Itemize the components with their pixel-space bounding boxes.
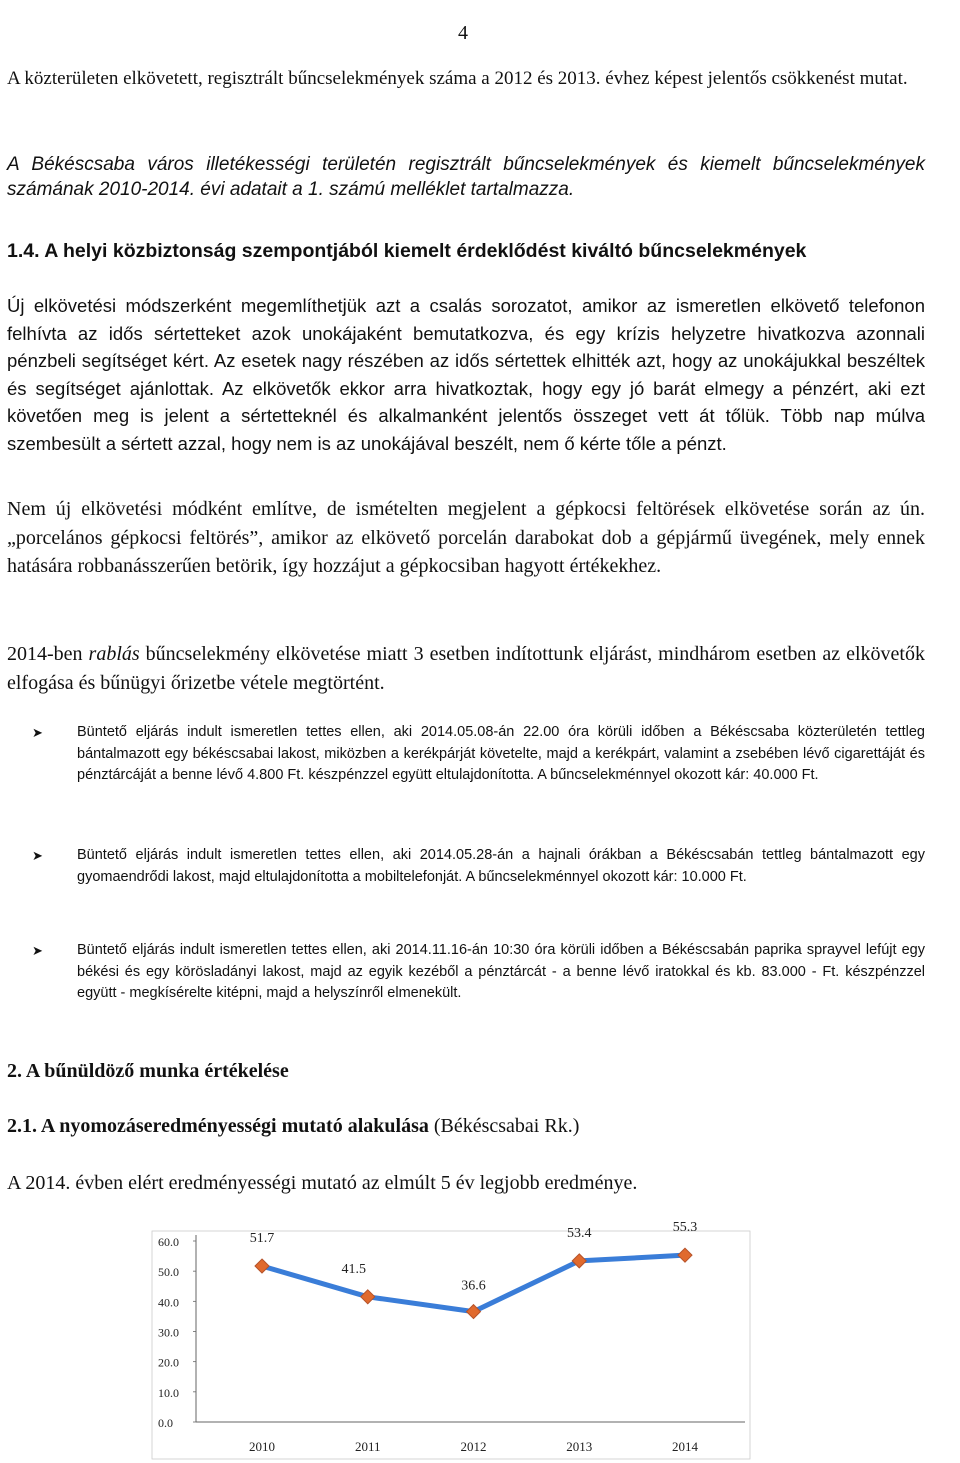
list-item-text: Büntető eljárás indult ismeretlen tettes ellen, aki 2014.05.08-án 22.00 óra körüli időben a Békéscsaba közterületén tettleg bántalmazott egy békéscsabai lakost, miközben a kerékpárját követelte, majd a kerékpárt, valamint a zsebében lévő cigarettáját és pénztárcáját a benne lévő 4.800 Ft. készpénzzel együtt eltulajdonította. A bűncselekménnyel okozott kár: 40.000 Ft. [77, 724, 925, 783]
y-tick-label: 20.0 [158, 1355, 179, 1370]
data-label: 36.6 [461, 1278, 486, 1294]
y-tick-label: 10.0 [158, 1385, 179, 1400]
section-2-conclusion: A 2014. évben elért eredményességi mutató az elmúlt 5 év legjobb eredménye. [7, 1172, 638, 1194]
data-label: 41.5 [341, 1261, 366, 1277]
chart-frame [152, 1231, 750, 1459]
arrowhead-bullet-icon: ➤ [32, 725, 43, 740]
paragraph-3-lead: 2014-ben [7, 643, 89, 665]
section-2-1-heading-bold: 2.1. A nyomozáseredményességi mutató alakulása [7, 1115, 429, 1137]
section-1-4-paragraph-1: Új elkövetési módszerként megemlíthetjük azt a csalás sorozatot, amikor az ismeretlen elkövető telefonon felhívta az idős sértetteket azok unokájaként bemutatkozva, és egy krízis helyzetre hivatkozva azonnali pénzbeli segítséget kért. Az esetek nagy részében az idős sértettek elhitték azt, hogy az unokájukkal beszéltek és segítséget ajánlottak. Az elkövetők ekkor arra hivatkoztak, hogy egy jó barát elmegy a pénzért, aki ezt követően meg is jelent a sértetteknél és alkalmanként jelentős összeget vett át tőlük. Több nap múlva szembesült a sértett azzal, hogy nem is az unokájával beszélt, nem ő kérte tőle a pénzt. [7, 295, 925, 454]
data-point-marker [678, 1248, 692, 1262]
page-number: 4 [458, 22, 468, 44]
arrowhead-bullet-icon: ➤ [32, 943, 43, 958]
list-item-text: Büntető eljárás indult ismeretlen tettes ellen, aki 2014.11.16-án 10:30 óra körüli időben a Békéscsabán paprika sprayvel lefújt egy békési és egy körösladányi lakost, majd az egyik kezéből a pénztárcát - a benne lévő iratokkal és kb. 83.000 - Ft. készpénzzel együtt - megkísérelte kitépni, majd a helyszínről elmenekült. [77, 942, 925, 1001]
y-tick-label: 60.0 [158, 1235, 179, 1249]
list-item [32, 722, 925, 787]
list-item [32, 845, 925, 888]
x-tick-label: 2010 [249, 1439, 275, 1454]
x-tick-label: 2011 [354, 1439, 381, 1454]
x-tick-label: 2012 [460, 1439, 487, 1454]
results-line-chart [0, 1220, 960, 1463]
y-tick-label: 50.0 [158, 1265, 179, 1280]
intro-paragraph: A közterületen elkövetett, regisztrált bűncselekmények száma a 2012 és 2013. évhez képest jelentős csökkenést mutat. [7, 68, 908, 89]
data-point-marker [255, 1259, 269, 1273]
arrowhead-bullet-icon: ➤ [32, 848, 43, 863]
y-tick-label: 0.0 [158, 1416, 173, 1430]
section-2-1-heading [7, 1113, 925, 1139]
section-1-4-paragraph-2: Nem új elkövetési módként említve, de ismételten megjelent a gépkocsi feltörések elkövetése során az ún. „porcelános gépkocsi feltörés”, amikor az elkövető porcelán darabokat dob a gépjármű üvegének, mely ennek hatására robbanásszerűen betörik, így hozzájut a gépkocsiban hagyott értékekhez. [7, 498, 925, 577]
paragraph-3-rest: bűncselekmény elkövetése miatt 3 esetben indítottunk eljárást, mindhárom esetben az elkövetők elfogása és bűnügyi őrizetbe vétele megtörtént. [7, 643, 925, 694]
section-1-4-heading: 1.4. A helyi közbiztonság szempontjából kiemelt érdeklődést kiváltó bűncselekmények [7, 240, 807, 262]
paragraph-3-italic-term: rablás [88, 643, 140, 665]
data-label: 53.4 [567, 1225, 592, 1241]
list-item-text: Büntető eljárás indult ismeretlen tettes ellen, aki 2014.05.28-án a hajnali órákban a Békéscsabán tettleg bántalmazott egy gyomaendrődi lakost, majd eltulajdonította a mobiltelefonját. A bűncselekménnyel okozott kár: 10.000 Ft. [77, 847, 925, 885]
y-tick-label: 30.0 [158, 1325, 179, 1340]
intro-italic-paragraph: A Békéscsaba város illetékességi területén regisztrált bűncselekmények és kiemelt bűncselekmények számának 2010-2014. évi adatait a 1. számú melléklet tartalmazza. [7, 154, 925, 200]
y-tick-label: 40.0 [158, 1295, 179, 1310]
section-2-1-heading-rest: (Békéscsabai Rk.) [428, 1115, 580, 1137]
section-1-4-paragraph-3 [7, 640, 925, 698]
list-item [32, 940, 925, 1005]
data-label: 51.7 [249, 1231, 275, 1247]
section-2-heading: 2. A bűnüldöző munka értékelése [7, 1060, 289, 1082]
data-point-marker [361, 1290, 375, 1304]
x-tick-label: 2014 [672, 1439, 698, 1454]
x-tick-label: 2013 [566, 1439, 593, 1454]
data-label: 55.3 [672, 1220, 698, 1236]
